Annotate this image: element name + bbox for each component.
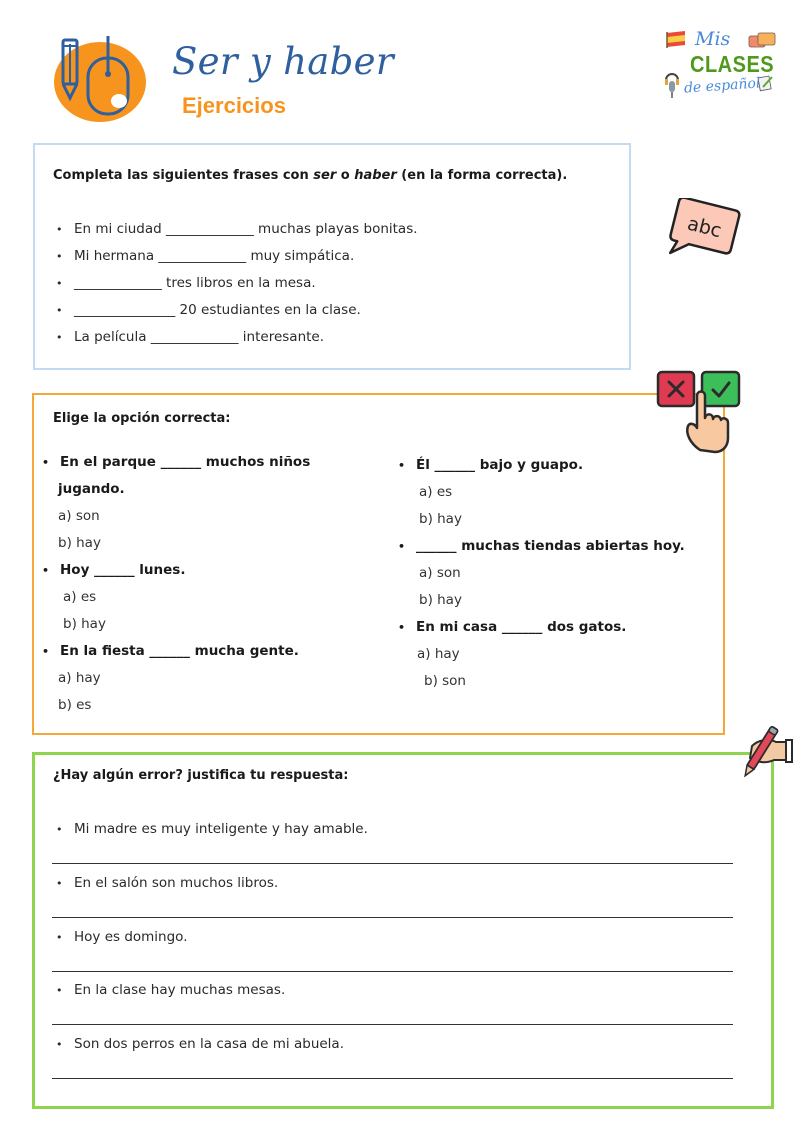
error-check-item: • Son dos perros en la casa de mi abuela. — [56, 1036, 344, 1052]
bullet: • — [56, 304, 63, 317]
option-a[interactable]: a) son — [58, 508, 100, 524]
fill-in-item[interactable]: • La película _____________ interesante. — [56, 329, 325, 345]
brand-clases: CLASES — [690, 52, 775, 78]
exercise-1-instruction: Completa las siguientes frases con ser o haber (en la forma correcta). — [53, 168, 568, 183]
bullet: • — [56, 931, 63, 944]
option-b[interactable]: b) es — [58, 697, 92, 713]
exercise-3-instruction: ¿Hay algún error? justifica tu respuesta: — [53, 768, 349, 783]
option-b[interactable]: b) hay — [419, 511, 462, 527]
answer-line[interactable] — [52, 1024, 733, 1025]
option-b[interactable]: b) hay — [58, 535, 101, 551]
hand-writing-pen-icon — [738, 724, 793, 782]
question: • ______ muchas tiendas abiertas hoy. — [398, 538, 685, 554]
bullet: • — [42, 645, 50, 658]
option-b[interactable]: b) hay — [419, 592, 462, 608]
exercise-2-instruction: Elige la opción correcta: — [53, 411, 231, 426]
abc-speech-bubble-icon — [662, 198, 742, 268]
fill-in-item[interactable]: • _______________ 20 estudiantes en la clase. — [56, 302, 361, 318]
answer-line[interactable] — [52, 917, 733, 918]
answer-line[interactable] — [52, 863, 733, 864]
bullet: • — [56, 823, 63, 836]
question: • Él ______ bajo y guapo. — [398, 457, 584, 473]
option-a[interactable]: a) hay — [58, 670, 101, 686]
bullet: • — [56, 250, 63, 263]
chat-bubbles-icon — [748, 32, 776, 52]
option-a[interactable]: a) es — [419, 484, 453, 500]
question: • En el parque ______ muchos niños — [42, 454, 311, 470]
option-a[interactable]: a) es — [63, 589, 97, 605]
page-subtitle: Ejercicios — [182, 93, 286, 118]
wrong-right-choice-icon — [655, 368, 745, 454]
option-a[interactable]: a) son — [419, 565, 461, 581]
bullet: • — [56, 277, 63, 290]
microphone-headphones-icon — [664, 70, 680, 100]
option-b[interactable]: b) son — [424, 673, 466, 689]
bullet: • — [42, 456, 50, 469]
error-check-item: • En la clase hay muchas mesas. — [56, 982, 286, 998]
bullet: • — [42, 564, 50, 577]
bullet: • — [398, 459, 406, 472]
error-check-item: • Mi madre es muy inteligente y hay amable. — [56, 821, 368, 837]
error-check-item: • En el salón son muchos libros. — [56, 875, 279, 891]
option-a[interactable]: a) hay — [417, 646, 460, 662]
bullet: • — [56, 984, 63, 997]
error-check-item: • Hoy es domingo. — [56, 929, 188, 945]
bullet: • — [56, 877, 63, 890]
bullet: • — [398, 540, 406, 553]
question: • En la fiesta ______ mucha gente. — [42, 643, 299, 659]
bullet: • — [56, 331, 63, 344]
svg-text:abc: abc — [685, 212, 724, 243]
bullet: • — [398, 621, 406, 634]
option-b[interactable]: b) hay — [63, 616, 106, 632]
brand-mis: Mis — [695, 28, 731, 50]
bullet: • — [56, 223, 63, 236]
fill-in-item[interactable]: • En mi ciudad _____________ muchas playas bonitas. — [56, 221, 418, 237]
page-title: Ser y haber — [172, 40, 394, 83]
fill-in-item[interactable]: • Mi hermana _____________ muy simpática. — [56, 248, 355, 264]
question-continued: jugando. — [58, 481, 125, 497]
question: • Hoy ______ lunes. — [42, 562, 186, 578]
bullet: • — [56, 1038, 63, 1051]
brand-espanol: de español — [683, 75, 761, 97]
answer-line[interactable] — [52, 971, 733, 972]
answer-line[interactable] — [52, 1078, 733, 1079]
spain-flag-icon — [665, 30, 687, 48]
question: • En mi casa ______ dos gatos. — [398, 619, 627, 635]
logo-pencil-mouse-icon — [50, 32, 150, 124]
fill-in-item[interactable]: • _____________ tres libros en la mesa. — [56, 275, 316, 291]
